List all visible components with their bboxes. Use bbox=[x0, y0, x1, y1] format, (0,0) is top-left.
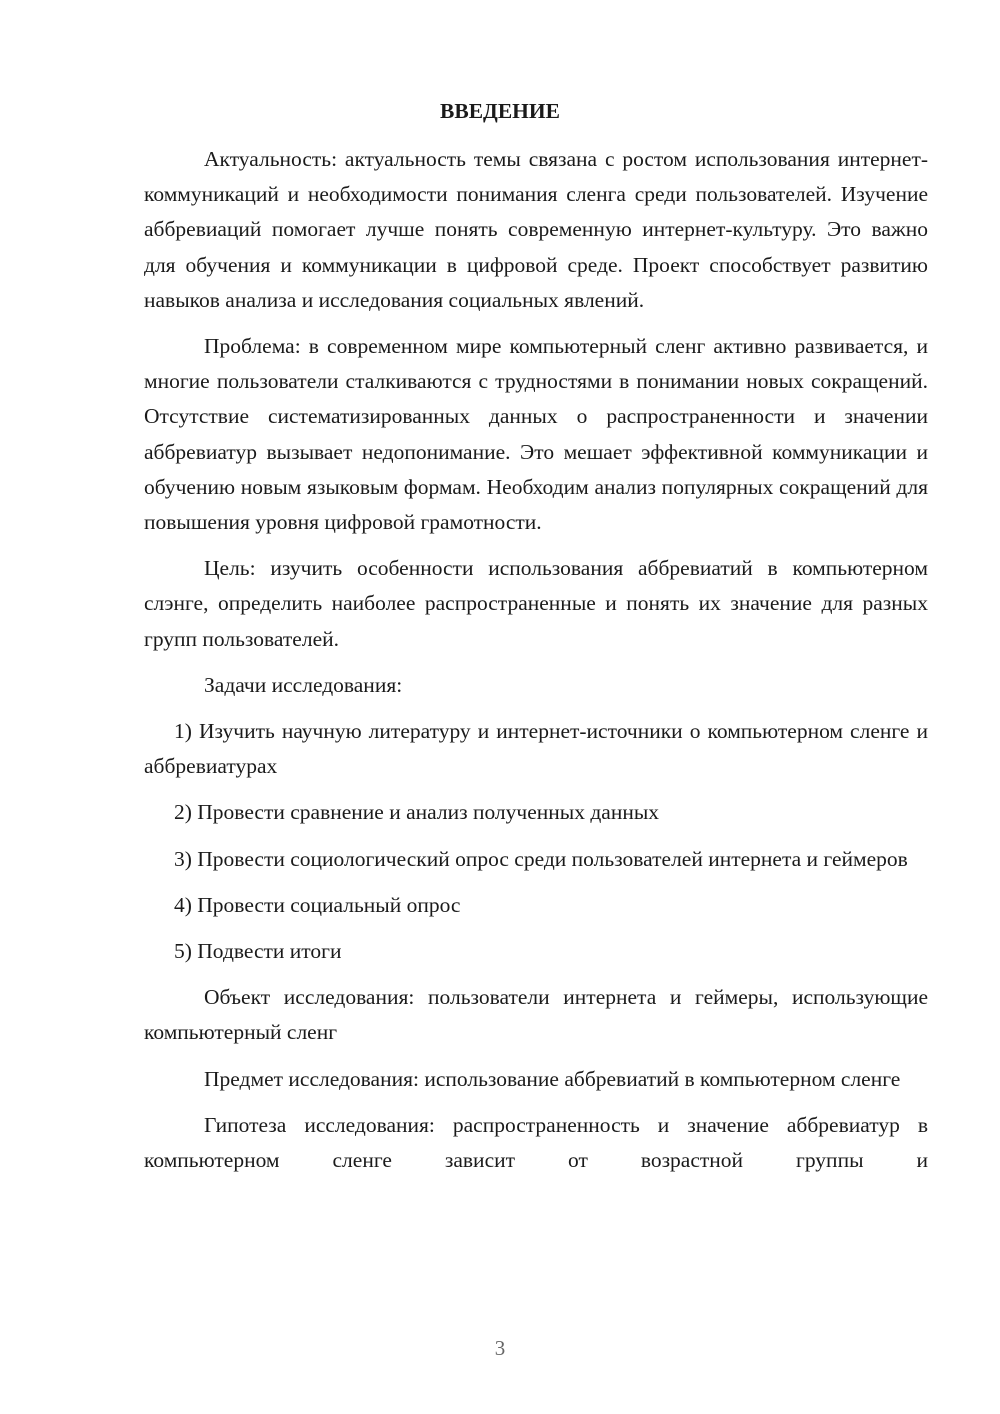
task-item-2: 2) Провести сравнение и анализ полученных данных bbox=[174, 800, 660, 825]
paragraph-tasks-heading: Задачи исследования: bbox=[204, 672, 403, 697]
page-number: 3 bbox=[494, 1336, 506, 1360]
paragraph-relevance: Актуальность: актуальность темы связана с ростом использования интернет-коммуникаций и необходимости понимания сленга среди пользователей. Изучение аббревиаций помогает лучше понять современную интернет-культуру. Это важно для обучения и коммуникации в цифровой среде. Проект способствует развитию навыков анализа и исследования социальных явлений. bbox=[144, 147, 928, 312]
paragraph-hypothesis: Гипотеза исследования: распространенность и значение аббревиатур в компьютерном сленге зависит от возрастной группы и bbox=[144, 1112, 928, 1173]
task-item-5: 5) Подвести итоги bbox=[174, 939, 342, 964]
task-item-1: 1) Изучить научную литературу и интернет-источники о компьютерном сленге и аббревиатурах bbox=[144, 719, 928, 779]
page-title: ВВЕДЕНИЕ bbox=[440, 99, 560, 123]
task-item-4: 4) Провести социальный опрос bbox=[174, 892, 461, 917]
task-item-3: 3) Провести социологический опрос среди пользователей интернета и геймеров bbox=[174, 846, 908, 871]
paragraph-object: Объект исследования: пользователи интернета и геймеры, использующие компьютерный сленг bbox=[144, 985, 928, 1045]
paragraph-goal: Цель: изучить особенности использования аббревиатий в компьютерном слэнге, определить наиболее распространенные и понять их значение для разных групп пользователей. bbox=[144, 556, 928, 651]
paragraph-problem: Проблема: в современном мире компьютерный сленг активно развивается, и многие пользователи сталкиваются с трудностями в понимании новых сокращений. Отсутствие систематизированных данных о распространенности и значении аббревиатур вызывает недопонимание. Это мешает эффективной коммуникации и обучению новым языковым формам. Необходим анализ популярных сокращений для повышения уровня цифровой грамотности. bbox=[144, 334, 928, 535]
page-body bbox=[144, 142, 928, 1178]
paragraph-subject: Предмет исследования: использование аббревиатий в компьютерном сленге bbox=[204, 1066, 901, 1091]
